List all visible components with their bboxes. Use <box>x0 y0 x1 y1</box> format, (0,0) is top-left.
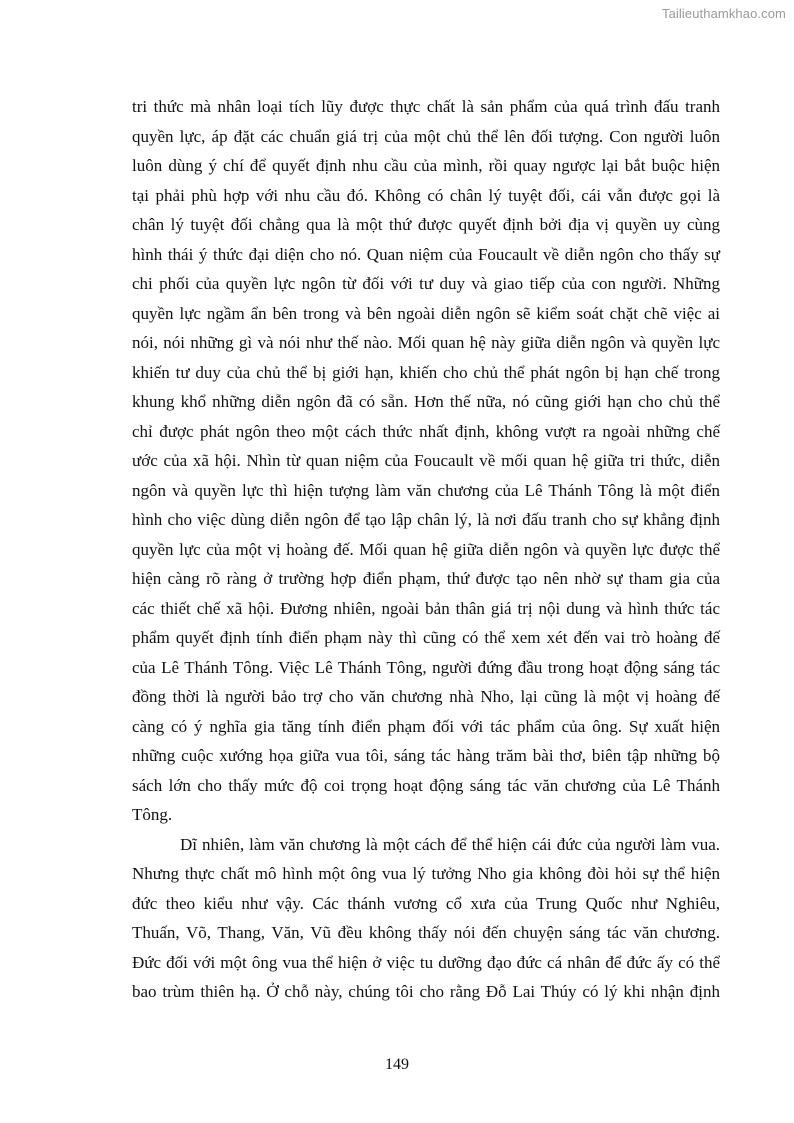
text-line: hình cho việc dùng diễn ngôn để tạo lập chân lý, là nơi đấu tranh cho sự khẳng định <box>132 510 720 529</box>
text-line: Thuấn, Võ, Thang, Văn, Vũ đều không thấy nói đến chuyện sáng tác văn chương. <box>132 923 720 942</box>
text-line: khiến tư duy của chủ thể bị giới hạn, khiến cho chủ thể phát ngôn bị hạn chế trong <box>132 362 720 382</box>
text-line: đức theo kiểu như vậy. Các thánh vương cổ xưa của Trung Quốc như Nghiêu, <box>132 893 720 913</box>
text-line: luôn dùng ý chí để quyết định nhu cầu của mình, rồi quay ngược lại bắt buộc hiện <box>132 156 720 175</box>
text-line: Đức đối với một ông vua thể hiện ở việc tu dưỡng đạo đức cá nhân để đức ấy có thể <box>132 952 720 972</box>
text-line: khung khổ những diễn ngôn đã có sẵn. Hơn thế nữa, nó cũng giới hạn cho chủ thể <box>132 392 720 411</box>
text-line: tri thức mà nhân loại tích lũy được thực chất là sản phẩm của quá trình đấu tranh <box>132 97 720 116</box>
text-line: hiện càng rõ ràng ở trường hợp điển phạm, thứ được tạo nên nhờ sự tham gia của <box>132 569 720 588</box>
text-line: phẩm quyết định tính điển phạm này thì cũng có thể xem xét đến vai trò hoàng đế <box>132 628 720 647</box>
paragraph-2 <box>132 830 720 1007</box>
text-line: quyền lực của một vị hoàng đế. Mối quan hệ giữa diễn ngôn và quyền lực được thể <box>132 539 720 559</box>
text-line: quyền lực, áp đặt các chuẩn giá trị của một chủ thể lên đối tượng. Con người luôn <box>132 126 720 146</box>
text-line: quyền lực ngầm ẩn bên trong và bên ngoài diễn ngôn sẽ kiểm soát chặt chẽ việc ai <box>132 303 720 323</box>
text-line: ước của xã hội. Nhìn từ quan niệm của Foucault về mối quan hệ giữa tri thức, diễn <box>132 451 720 470</box>
watermark: Tailieuthamkhao.com <box>661 6 786 21</box>
text-line: những cuộc xướng họa giữa vua tôi, sáng tác hàng trăm bài thơ, biên tập những bộ <box>132 746 720 765</box>
text-line: Dĩ nhiên, làm văn chương là một cách để thể hiện cái đức của người làm vua. <box>180 834 720 854</box>
text-line: các thiết chế xã hội. Đương nhiên, ngoài bản thân giá trị nội dung và hình thức tác <box>132 598 720 618</box>
text-line: nói, nói những gì và nói như thế nào. Mối quan hệ này giữa diễn ngôn và quyền lực <box>132 333 720 352</box>
text-line: bao trùm thiên hạ. Ở chỗ này, chúng tôi cho rằng Đỗ Lai Thúy có lý khi nhận định <box>132 982 720 1001</box>
text-line: chỉ được phát ngôn theo một cách thức nhất định, không vượt ra ngoài những chế <box>132 421 720 441</box>
text-line: Tông. <box>132 805 173 824</box>
text-line: ngôn và quyền lực thì hiện tượng làm văn chương của Lê Thánh Tông là một điển <box>132 480 720 500</box>
page-number: 149 <box>385 1056 409 1073</box>
page-body <box>132 92 720 1007</box>
text-line: hình thái ý thức đại diện cho nó. Quan niệm của Foucault về diễn ngôn cho thấy sự <box>132 244 720 264</box>
text-line: của Lê Thánh Tông. Việc Lê Thánh Tông, người đứng đầu trong hoạt động sáng tác <box>132 657 720 677</box>
paragraph-1 <box>132 92 720 830</box>
text-line: tại phải phù hợp với nhu cầu đó. Không có chân lý tuyệt đối, cái vẫn được gọi là <box>132 185 720 205</box>
text-line: chi phối của quyền lực ngôn từ đối với tư duy và giao tiếp của con người. Những <box>132 274 720 293</box>
text-line: đồng thời là người bảo trợ cho văn chương nhà Nho, lại cũng là một vị hoàng đế <box>132 687 720 706</box>
text-line: chân lý tuyệt đối chẳng qua là một thứ được quyết định bởi địa vị quyền uy cùng <box>132 215 720 234</box>
text-line: sách lớn cho thấy mức độ coi trọng hoạt động sáng tác văn chương của Lê Thánh <box>132 775 720 795</box>
text-line: càng có ý nghĩa gia tăng tính điển phạm đối với tác phẩm của ông. Sự xuất hiện <box>132 716 720 736</box>
text-line: Nhưng thực chất mô hình một ông vua lý tưởng Nho gia không đòi hỏi sự thể hiện <box>132 864 720 883</box>
